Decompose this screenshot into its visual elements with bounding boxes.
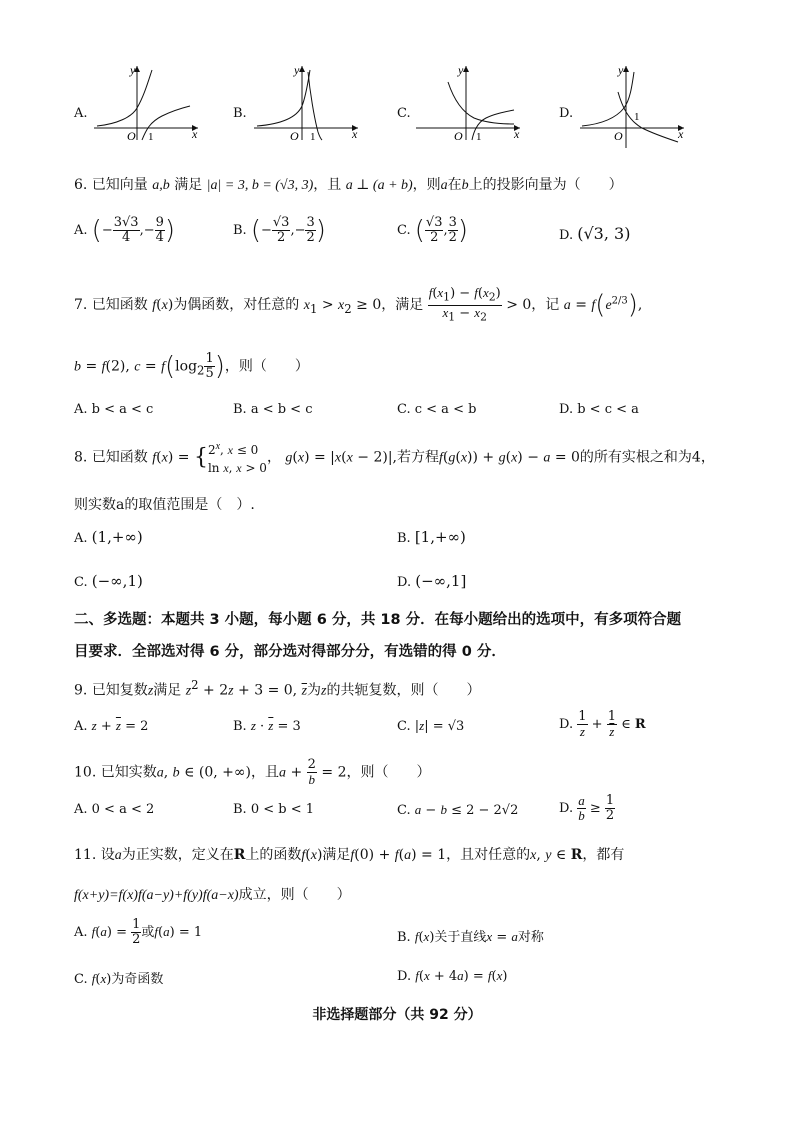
q7-option-b: B. a < b < c (233, 402, 313, 417)
graph-b (252, 62, 362, 142)
graph-d-one: 1 (634, 111, 640, 123)
q11-text-6: ，都有 (582, 847, 625, 863)
q11-line-2-text: 成立，则（ ） (238, 887, 351, 903)
graph-b-y-label: y (294, 63, 300, 77)
graph-b-x-label: x (352, 127, 358, 141)
graph-c-y-label: y (458, 63, 464, 77)
q6-text-1: 已知向量 (91, 177, 148, 193)
q9-option-a: A. $z + \overline{z} = 2$ (74, 718, 149, 734)
q6-vectors: a,b (152, 178, 170, 193)
q10-option-a: A. 0 < a < 2 (74, 802, 155, 817)
q8-text-1: 已知函数 (91, 449, 148, 466)
q9-option-d: D. $\frac{1}{z}$ + $\frac{1}{z}$ ∈ R (559, 709, 646, 739)
q10-text-3: ，则（ ） (346, 764, 431, 781)
q7-number: 7. (74, 297, 92, 314)
graph-d-x-label: x (678, 127, 684, 141)
graph-a-origin: O (127, 129, 136, 142)
q6-vec-a: a (440, 178, 448, 193)
section-footer-heading: 非选择题部分（共 92 分） (312, 1007, 482, 1023)
q11-equation: f(x+y)=f(x)f(a−y)+f(y)f(a−x) (74, 888, 239, 903)
question-6 (74, 174, 623, 194)
graph-a-x-label: x (192, 127, 198, 141)
q8-option-c: C. (−∞,1) (74, 572, 143, 590)
q8-line-2: 则实数a的取值范围是（ ）. (74, 497, 255, 513)
q10-number: 10. (74, 764, 101, 781)
q8-option-b: B. [1,+∞) (397, 528, 466, 546)
graph-a-y-label: y (130, 63, 136, 77)
q9-text-4: 的共轭复数，则（ ） (326, 682, 481, 699)
q7-option-c: C. c < a < b (397, 402, 477, 417)
q10-option-c: C. a − b ≤ 2 − 2√2 (397, 802, 519, 818)
graph-b-origin: O (290, 129, 299, 142)
question-11: 11. 设a为正实数，定义在R上的函数f(x)满足f(0) + f(a) = 1，且对任意的x, y ∈ R，都有 (74, 847, 625, 863)
q7-text-2: 为偶函数，对任意的 (173, 297, 300, 314)
q8-option-a: A. (1,+∞) (74, 528, 143, 546)
q6-perp: a ⊥ (a + b) (345, 178, 413, 193)
graph-c-origin: O (454, 129, 463, 142)
q7-text-3: ，满足 (381, 297, 424, 314)
q6-option-c: C. ( $\frac{√3}{2}$ , $\frac{3}{2}$ ) (397, 215, 469, 246)
q11-text-1: 设 (100, 847, 115, 863)
q7-text-4: ，记 (531, 297, 560, 314)
q9-text-3: 为 (307, 682, 322, 699)
graph-c (414, 62, 524, 142)
q6-option-a-label: A. (74, 223, 88, 238)
q6-option-d-label: D. (559, 228, 574, 243)
question-10: 10. 已知实数a, b ∈ (0, +∞)，且a + $\frac{2}{b}$ = 2，则（ ） (74, 757, 431, 787)
graph-c-x-label: x (514, 127, 520, 141)
graph-b-label: B. (233, 106, 247, 121)
q11-line-2 (74, 884, 351, 904)
graph-a-label: A. (74, 106, 88, 121)
q10-option-b: B. 0 < b < 1 (233, 802, 314, 817)
q6-option-d: D. (√3, 3) (559, 224, 631, 243)
q6-vec-b: b (461, 178, 469, 193)
q8-text-2: ， (266, 449, 281, 466)
q9-option-c: C. |z| = √3 (397, 718, 465, 734)
graph-d-label: D. (559, 106, 574, 121)
graph-b-one: 1 (310, 131, 316, 142)
q8-number: 8. (74, 449, 92, 466)
graph-a (92, 62, 202, 142)
q6-text-3: ，且 (313, 177, 342, 193)
q11-option-b: B. f(x)关于直线x = a对称 (397, 929, 544, 945)
q7-option-d: D. b < c < a (559, 402, 639, 417)
q9-text-2: 满足 (153, 682, 182, 699)
q6-option-c-label: C. (397, 223, 411, 238)
q10-text-1: 已知实数 (100, 764, 157, 781)
q11-option-a: A. f(a) = $\frac{1}{2}$ 或f(a) = 1 (74, 917, 203, 947)
q6-text-2: 满足 (174, 177, 203, 193)
q9-number: 9. (74, 682, 92, 699)
q11-option-d: D. f(x + 4a) = f(x) (397, 968, 508, 984)
q7-option-a: A. b < a < c (74, 402, 154, 417)
section-2-heading-line-1: 二、多选题：本题共 3 小题，每小题 6 分，共 18 分．在每小题给出的选项中，有多项符合题 (74, 612, 682, 628)
q11-text-2: 为正实数，定义在 (121, 847, 234, 863)
q7-text-5: ，则（ ） (224, 358, 309, 375)
q11-text-4: 满足 (322, 847, 351, 863)
q11-number: 11. (74, 847, 101, 863)
question-7: 7. 已知函数 f(x)为偶函数，对任意的 $x_1 > x_2 \ge 0$，满足 $\frac{f(x_1) - f(x_2)}{x_1 - x_2}$ > 0，记 $a = f(e^{2/3})$, (74, 285, 643, 324)
graph-a-one: 1 (148, 131, 154, 142)
q6-text-5: 在 (447, 177, 462, 193)
graph-d-y-label: y (618, 63, 624, 77)
q6-option-b: B. (− $\frac{√3}{2}$ ,− $\frac{3}{2}$ ) (233, 215, 326, 246)
q6-number: 6. (74, 177, 92, 193)
graph-d (578, 62, 688, 152)
section-2-heading-line-2: 目要求．全部选对得 6 分，部分选对得部分分，有选错的得 0 分． (74, 644, 506, 660)
q9-text-1: 已知复数 (91, 682, 148, 699)
q11-text-3: 上的函数 (245, 847, 302, 863)
q8-text-3: ,若方程 (392, 449, 439, 466)
graph-c-label: C. (397, 106, 411, 121)
q9-option-b: B. $z \cdot \overline{z} = 3$ (233, 718, 301, 734)
question-9: 9. 已知复数z满足 $z^2 + 2z + 3 = 0$, $\overline{z}$为z的共轭复数，则（ ） (74, 678, 481, 699)
q8-text-4: 的所有实根之和为4， (579, 449, 715, 466)
graph-d-origin: O (614, 129, 623, 143)
q10-option-d: D. $\frac{a}{b}$ ≥ $\frac{1}{2}$ (559, 793, 615, 823)
q10-text-2: ，且 (251, 764, 280, 781)
q7-line-2: b = f(2), $c = f(\log_2$ $\frac{1}{5}$ )，则（ ） (74, 351, 309, 382)
q6-condition: |a| = 3, b = (√3, 3) (206, 178, 314, 193)
q11-option-c: C. f(x)为奇函数 (74, 971, 164, 987)
q8-option-d: D. (−∞,1] (397, 572, 467, 590)
graph-c-one: 1 (476, 131, 482, 142)
q7-text-1: 已知函数 (91, 297, 148, 314)
q6-text-4: ，则 (412, 177, 441, 193)
q6-option-a: A. (− $\frac{3√3}{4}$ ,− $\frac{9}{4}$ ) (74, 215, 176, 246)
q6-text-6: 上的投影向量为（ ） (468, 177, 623, 193)
q6-option-b-label: B. (233, 223, 247, 238)
q11-text-5: ，且对任意的 (446, 847, 531, 863)
question-8: 8. 已知函数 $f(x) = \{2^x$, x ≤ 0 ln x, x > 0， g(x) = |x(x − 2)|,若方程f(g(x)) + g(x) − a = 0的所有实根之和为4， (74, 441, 715, 475)
